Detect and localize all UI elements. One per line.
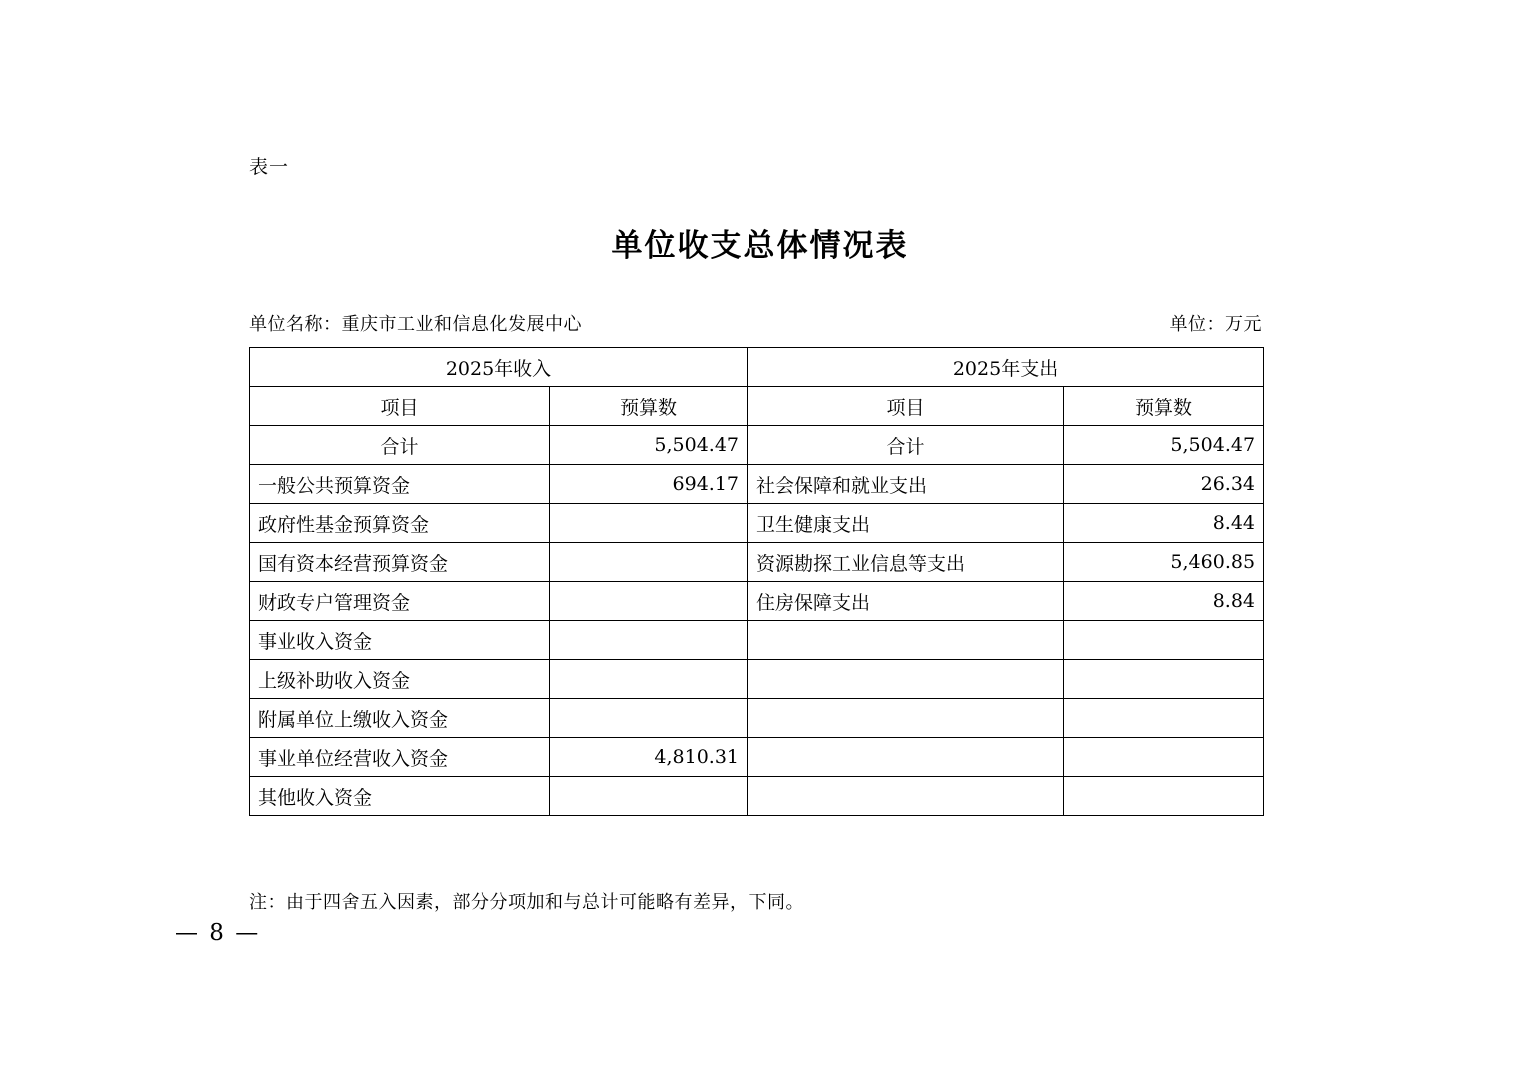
income-item: 一般公共预算资金 <box>250 465 550 504</box>
income-item: 事业收入资金 <box>250 621 550 660</box>
income-value <box>550 777 748 816</box>
table-row <box>250 738 1264 777</box>
income-value: 4,810.31 <box>550 738 748 777</box>
expense-value: 8.44 <box>1064 504 1264 543</box>
expense-item <box>748 621 1064 660</box>
income-item: 其他收入资金 <box>250 777 550 816</box>
expense-item <box>748 660 1064 699</box>
column-header-expense-budget: 预算数 <box>1064 387 1264 426</box>
expense-value: 8.84 <box>1064 582 1264 621</box>
income-item: 国有资本经营预算资金 <box>250 543 550 582</box>
income-item: 财政专户管理资金 <box>250 582 550 621</box>
column-header-income-item: 项目 <box>250 387 550 426</box>
income-item: 上级补助收入资金 <box>250 660 550 699</box>
expense-value <box>1064 621 1264 660</box>
column-header-income-budget: 预算数 <box>550 387 748 426</box>
table-body <box>250 348 1264 816</box>
expense-value: 26.34 <box>1064 465 1264 504</box>
table-row <box>250 504 1264 543</box>
income-value <box>550 699 748 738</box>
income-value <box>550 582 748 621</box>
budget-table <box>249 347 1264 816</box>
group-header-income: 2025年收入 <box>250 348 748 387</box>
table-row <box>250 543 1264 582</box>
expense-item <box>748 699 1064 738</box>
total-income-value: 5,504.47 <box>550 426 748 465</box>
table-row <box>250 699 1264 738</box>
unit-measure-label: 单位：万元 <box>1169 314 1262 335</box>
total-expense-value: 5,504.47 <box>1064 426 1264 465</box>
income-item: 政府性基金预算资金 <box>250 504 550 543</box>
total-expense-label: 合计 <box>748 426 1064 465</box>
column-header-expense-item: 项目 <box>748 387 1064 426</box>
total-income-label: 合计 <box>250 426 550 465</box>
page-title: 单位收支总体情况表 <box>611 228 909 264</box>
expense-value <box>1064 699 1264 738</box>
expense-item: 社会保障和就业支出 <box>748 465 1064 504</box>
expense-value: 5,460.85 <box>1064 543 1264 582</box>
table-row <box>250 582 1264 621</box>
income-value <box>550 543 748 582</box>
group-header-expense: 2025年支出 <box>748 348 1264 387</box>
expense-value <box>1064 660 1264 699</box>
expense-value <box>1064 777 1264 816</box>
unit-name-label: 单位名称：重庆市工业和信息化发展中心 <box>249 314 582 335</box>
table-row-total <box>250 426 1264 465</box>
income-value <box>550 621 748 660</box>
income-item: 附属单位上缴收入资金 <box>250 699 550 738</box>
table-meta <box>249 310 1262 336</box>
table-row <box>250 621 1264 660</box>
table-row <box>250 465 1264 504</box>
expense-value <box>1064 738 1264 777</box>
expense-item <box>748 777 1064 816</box>
expense-item: 住房保障支出 <box>748 582 1064 621</box>
expense-item: 资源勘探工业信息等支出 <box>748 543 1064 582</box>
income-value: 694.17 <box>550 465 748 504</box>
expense-item: 卫生健康支出 <box>748 504 1064 543</box>
expense-item <box>748 738 1064 777</box>
table-row <box>250 660 1264 699</box>
income-value <box>550 660 748 699</box>
table-row <box>250 777 1264 816</box>
table-label: 表一 <box>249 156 290 178</box>
income-item: 事业单位经营收入资金 <box>250 738 550 777</box>
page-number: — 8 — <box>175 920 261 946</box>
income-value <box>550 504 748 543</box>
table-note: 注：由于四舍五入因素，部分分项加和与总计可能略有差异，下同。 <box>249 892 804 913</box>
table-group-header-row <box>250 348 1264 387</box>
table-column-header-row <box>250 387 1264 426</box>
